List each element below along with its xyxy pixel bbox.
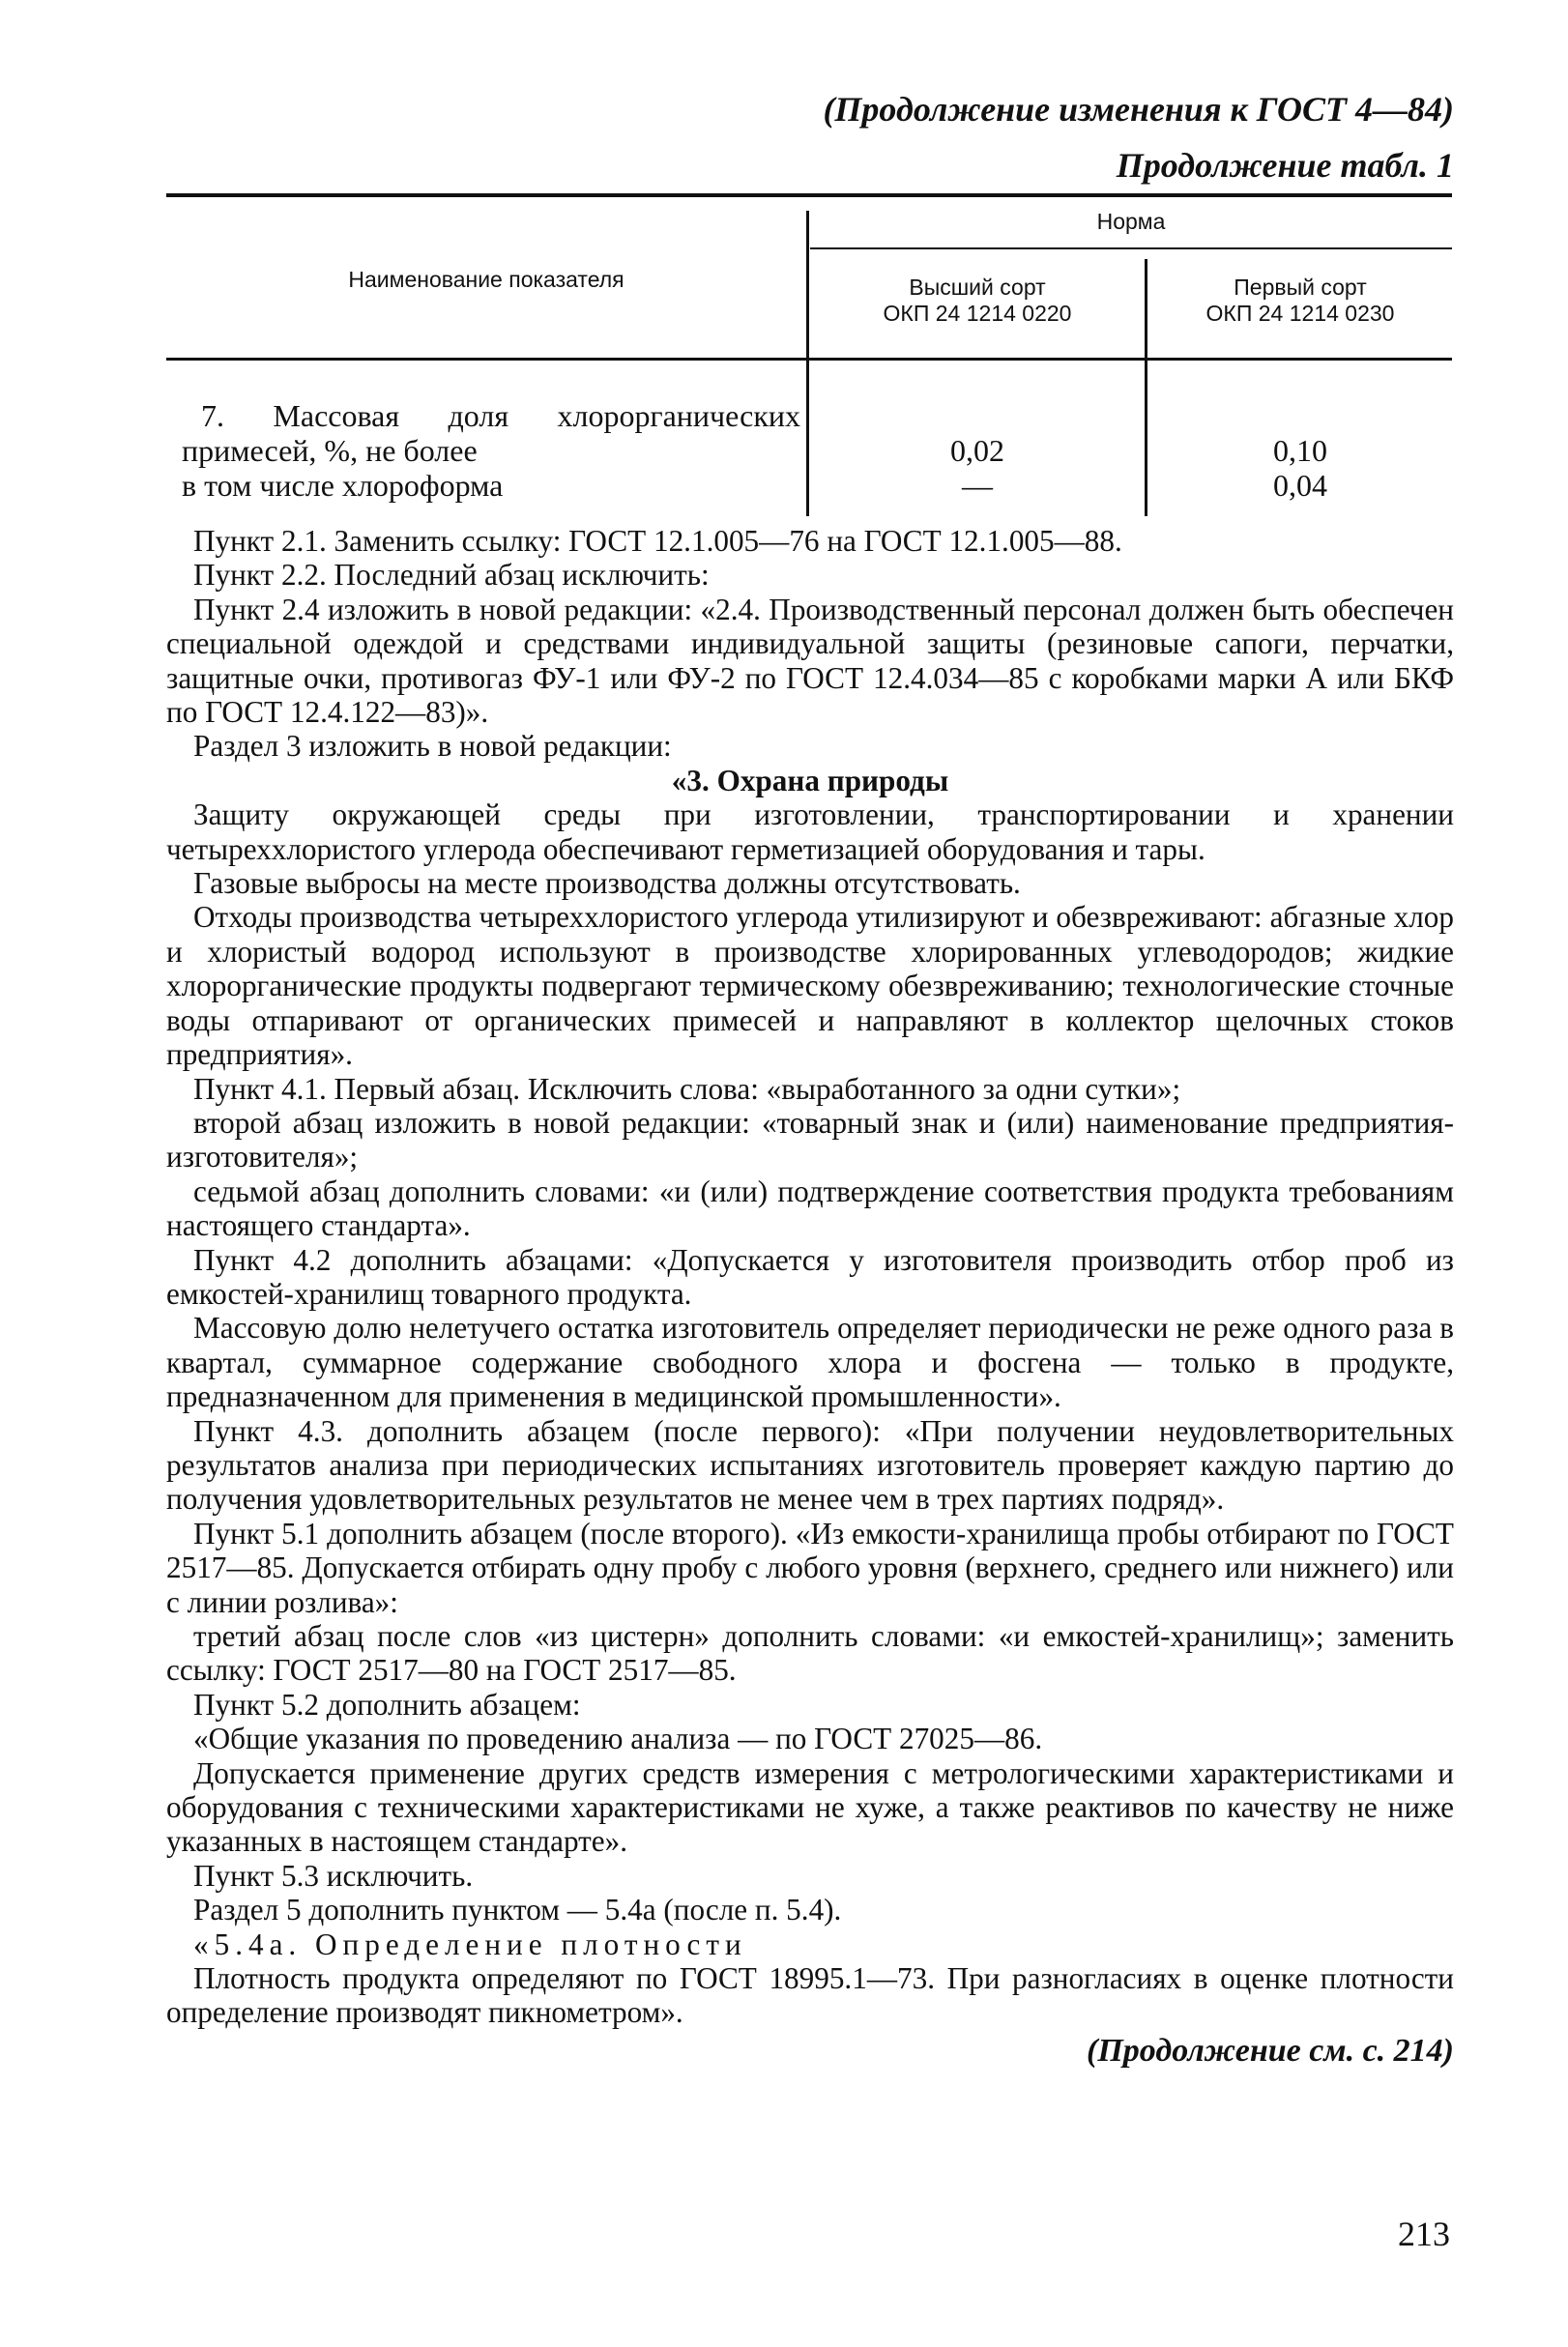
table-top-rule: [166, 193, 1452, 197]
paragraph: Пункт 2.2. Последний абзац исключить:: [193, 558, 710, 593]
section-heading: «3. Охрана природы: [671, 763, 949, 797]
row-indicator-line-2: примесей, %, не более: [182, 433, 478, 468]
chloroform-top-grade: —: [962, 468, 993, 503]
continuation-footer: (Продолжение см. с. 214): [1087, 2032, 1454, 2069]
paragraph: Допускается применение других средств измерения с метрологическими характеристиками и оборудования с техническими характеристиками не хуже, а также реактивов по качеству не ниже указанных в настоящем стандарте».: [166, 1755, 1454, 1859]
grade-first-code: ОКП 24 1214 0230: [1205, 301, 1395, 326]
document-body: [166, 524, 1454, 2068]
column-header-norm: Норма: [1096, 209, 1166, 234]
grade-first-name: Первый сорт: [1234, 275, 1367, 300]
paragraph: Раздел 3 изложить в новой редакции:: [193, 729, 672, 764]
paragraph: третий абзац после слов «из цистерн» дополнить словами: «и емкостей-хранилищ»; заменить ссылку: ГОСТ 2517—80 на ГОСТ 2517—85.: [166, 1619, 1454, 1688]
row-indicator-line-1: 7. Массовая доля хлорорганических: [201, 398, 800, 433]
column-header-grade-first: [1148, 275, 1452, 327]
paragraph: Защиту окружающей среды при изготовлении, транспортировании и хранении четыреххлористого углерода обеспечивают герметизацией оборудования и тары.: [166, 797, 1454, 866]
column-header-grade-top: [810, 275, 1145, 327]
page-number: 213: [1398, 2215, 1450, 2253]
paragraph: Пункт 2.4 изложить в новой редакции: «2.4. Производственный персонал должен быть обеспечен специальной одеждой и средствами индивидуальной защиты (резиновые сапоги, перчатки, защитные очки, противогаз ФУ-1 или ФУ-2 по ГОСТ 12.4.034—85 с коробками марки А или БКФ по ГОСТ 12.4.122—83)».: [166, 592, 1454, 730]
paragraph: Пункт 4.2 дополнить абзацами: «Допускается у изготовителя производить отбор проб из емкостей-хранилищ товарного продукта.: [166, 1242, 1454, 1311]
value-first-grade: 0,10: [1273, 433, 1327, 468]
paragraph: Пункт 2.1. Заменить ссылку: ГОСТ 12.1.005—76 на ГОСТ 12.1.005—88.: [193, 524, 1122, 558]
paragraph: Массовую долю нелетучего остатка изготовитель определяет периодически не реже одного раза в квартал, суммарное содержание свободного хлора и фосгена — только в продукте, предназначенном для применения в медицинской промышленности».: [166, 1311, 1454, 1414]
paragraph: второй абзац изложить в новой редакции: «товарный знак и (или) наименование предприятия-изготовителя»;: [166, 1105, 1454, 1174]
paragraph: Плотность продукта определяют по ГОСТ 18995.1—73. При разногласиях в оценке плотности определение производят пикнометром».: [166, 1961, 1454, 2030]
paragraph: Газовые выбросы на месте производства должны отсутствовать.: [193, 866, 1021, 901]
paragraph: Пункт 5.3 исключить.: [193, 1858, 474, 1893]
norm-divider-rule: [810, 247, 1452, 249]
table-header-rule: [166, 358, 1452, 361]
continuation-header: (Продолжение изменения к ГОСТ 4—84): [823, 90, 1454, 129]
table-continuation-header: Продолжение табл. 1: [1116, 146, 1454, 185]
grade-top-name: Высший сорт: [909, 275, 1046, 300]
paragraph: Отходы производства четыреххлористого углерода утилизируют и обезвреживают: абгазные хлор и хлористый водород используют в производстве хлорированных углеводородов; жидкие хлорорганические продукты подвергают термическому обезвреживанию; технологические сточные воды отпаривают от органических примесей и направляют в коллектор щелочных стоков предприятия».: [166, 900, 1454, 1072]
row-indicator-line-3: в том числе хлороформа: [182, 468, 504, 503]
paragraph: Пункт 4.1. Первый абзац. Исключить слова: «выработанного за одни сутки»;: [193, 1071, 1181, 1106]
table-col-divider-2: [1145, 259, 1147, 516]
column-header-indicator: Наименование показателя: [348, 267, 624, 292]
paragraph: Пункт 5.2 дополнить абзацем:: [193, 1687, 581, 1722]
paragraph: Пункт 4.3. дополнить абзацем (после первого): «При получении неудовлетворительных результатов анализа при периодических испытаниях изготовитель проверяет каждую партию до получения удовлетворительных результатов не менее чем в трех партиях подряд».: [166, 1413, 1454, 1517]
table-col-divider-1: [806, 211, 809, 516]
grade-top-code: ОКП 24 1214 0220: [883, 301, 1072, 326]
paragraph: «Общие указания по проведению анализа — по ГОСТ 27025—86.: [193, 1722, 1043, 1756]
chloroform-first-grade: 0,04: [1273, 468, 1327, 503]
paragraph: Пункт 5.1 дополнить абзацем (после второго). «Из емкости-хранилища пробы отбирают по ГОСТ 2517—85. Допускается отбирать одну пробу с любого уровня (верхнего, среднего или нижнего) или с линии розлива»:: [166, 1516, 1454, 1619]
value-top-grade: 0,02: [950, 433, 1004, 468]
paragraph: седьмой абзац дополнить словами: «и (или) подтверждение соответствия продукта требованиям настоящего стандарта».: [166, 1174, 1454, 1243]
subsection-heading: «5.4а. Определение плотности: [193, 1927, 747, 1961]
paragraph: Раздел 5 дополнить пунктом — 5.4а (после п. 5.4).: [193, 1893, 842, 1927]
